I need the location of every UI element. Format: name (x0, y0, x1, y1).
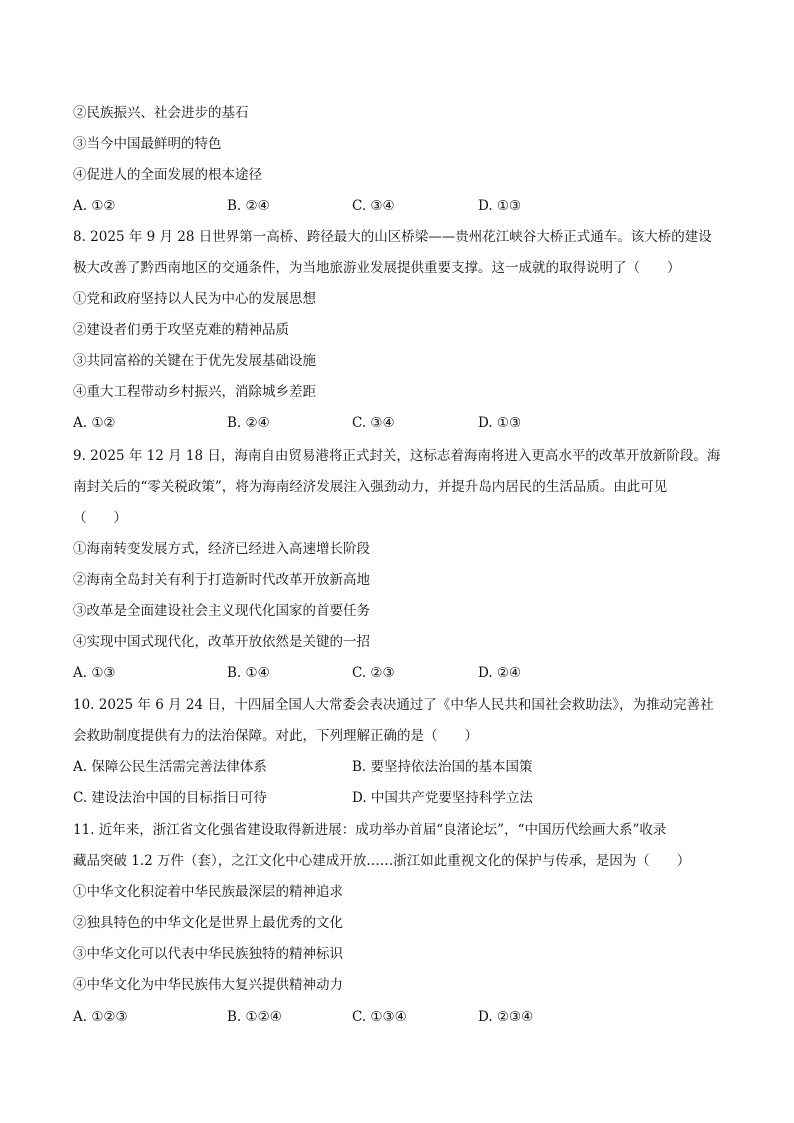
q9-stem-line-2: 南封关后的“零关税政策”，将为海南经济发展注入强劲动力，并提升岛内居民的生活品质。由此可见 (73, 479, 668, 495)
q8-stem-line-1: 8. 2025 年 9 月 28 日世界第一高桥、跨径最大的山区桥梁——贵州花江峡谷大桥正式通车。该大桥的建设 (73, 229, 712, 245)
q8-option-c: C. ③④ (352, 415, 395, 431)
q10-options-row-1 (73, 758, 723, 776)
q9-option-d: D. ②④ (478, 665, 522, 681)
q11-option-c: C. ①③④ (352, 1009, 407, 1025)
q8-option-b: B. ②④ (227, 415, 270, 431)
q10-options-row-2 (73, 789, 723, 807)
q10-option-d: D. 中国共产党要坚持科学立法 (352, 790, 533, 806)
q9-answer-bracket: （ ） (73, 510, 127, 526)
q9-choice-1: ①海南转变发展方式，经济已经进入高速增长阶段 (73, 541, 370, 557)
q11-choice-4: ④中华文化为中华民族伟大复兴提供精神动力 (73, 977, 343, 993)
q8-option-d: D. ①③ (478, 415, 522, 431)
q9-options (73, 664, 723, 682)
q9-option-c: C. ②③ (352, 665, 395, 681)
q10-option-a: A. 保障公民生活需完善法律体系 (73, 759, 267, 775)
q9-choice-2: ②海南全岛封关有利于打造新时代改革开放新高地 (73, 572, 370, 588)
q10-stem-line-2: 会救助制度提供有力的法治保障。对此，下列理解正确的是（ ） (73, 728, 478, 744)
q7-option-a: A. ①② (73, 198, 116, 214)
q11-option-d: D. ②③④ (478, 1009, 534, 1025)
q9-choice-4: ④实现中国式现代化，改革开放依然是关键的一招 (73, 634, 370, 650)
q7-choice-2: ②民族振兴、社会进步的基石 (73, 105, 249, 121)
q8-options (73, 414, 723, 432)
q9-option-a: A. ①③ (73, 665, 116, 681)
q9-option-b: B. ①④ (227, 665, 270, 681)
q11-option-a: A. ①②③ (73, 1009, 128, 1025)
q7-option-b: B. ②④ (227, 198, 270, 214)
q11-choice-2: ②独具特色的中华文化是世界上最优秀的文化 (73, 915, 343, 931)
q7-options (73, 197, 723, 215)
q11-choice-1: ①中华文化积淀着中华民族最深层的精神追求 (73, 884, 343, 900)
q8-choice-4: ④重大工程带动乡村振兴，消除城乡差距 (73, 384, 316, 400)
q11-stem-line-2: 藏品突破 1.2 万件（套），之江文化中心建成开放……浙江如此重视文化的保护与传承，是因为（ ） (73, 853, 691, 869)
q10-stem-line-1: 10. 2025 年 6 月 24 日，十四届全国人大常委会表决通过了《中华人民共和国社会救助法》，为推动完善社 (73, 697, 714, 713)
q8-choice-2: ②建设者们勇于攻坚克难的精神品质 (73, 322, 289, 338)
q11-choice-3: ③中华文化可以代表中华民族独特的精神标识 (73, 946, 343, 962)
q9-stem-line-1: 9. 2025 年 12 月 18 日，海南自由贸易港将正式封关，这标志着海南将进入更高水平的改革开放新阶段。海 (73, 448, 721, 464)
q11-stem-line-1: 11. 近年来，浙江省文化强省建设取得新进展：成功举办首届“良渚论坛”，“中国历代绘画大系”收录 (73, 822, 667, 838)
q8-option-a: A. ①② (73, 415, 116, 431)
q8-choice-1: ①党和政府坚持以人民为中心的发展思想 (73, 291, 316, 307)
q8-choice-3: ③共同富裕的关键在于优先发展基础设施 (73, 353, 316, 369)
q10-option-c: C. 建设法治中国的目标指日可待 (73, 790, 267, 806)
q7-option-d: D. ①③ (478, 198, 522, 214)
q9-choice-3: ③改革是全面建设社会主义现代化国家的首要任务 (73, 603, 370, 619)
q11-option-b: B. ①②④ (227, 1009, 282, 1025)
q10-option-b: B. 要坚持依法治国的基本国策 (352, 759, 533, 775)
q11-options (73, 1008, 723, 1026)
q7-option-c: C. ③④ (352, 198, 395, 214)
q7-choice-4: ④促进人的全面发展的根本途径 (73, 167, 262, 183)
q8-stem-line-2: 极大改善了黔西南地区的交通条件，为当地旅游业发展提供重要支撑。这一成就的取得说明了（ ） (73, 260, 681, 276)
q7-choice-3: ③当今中国最鲜明的特色 (73, 136, 222, 152)
